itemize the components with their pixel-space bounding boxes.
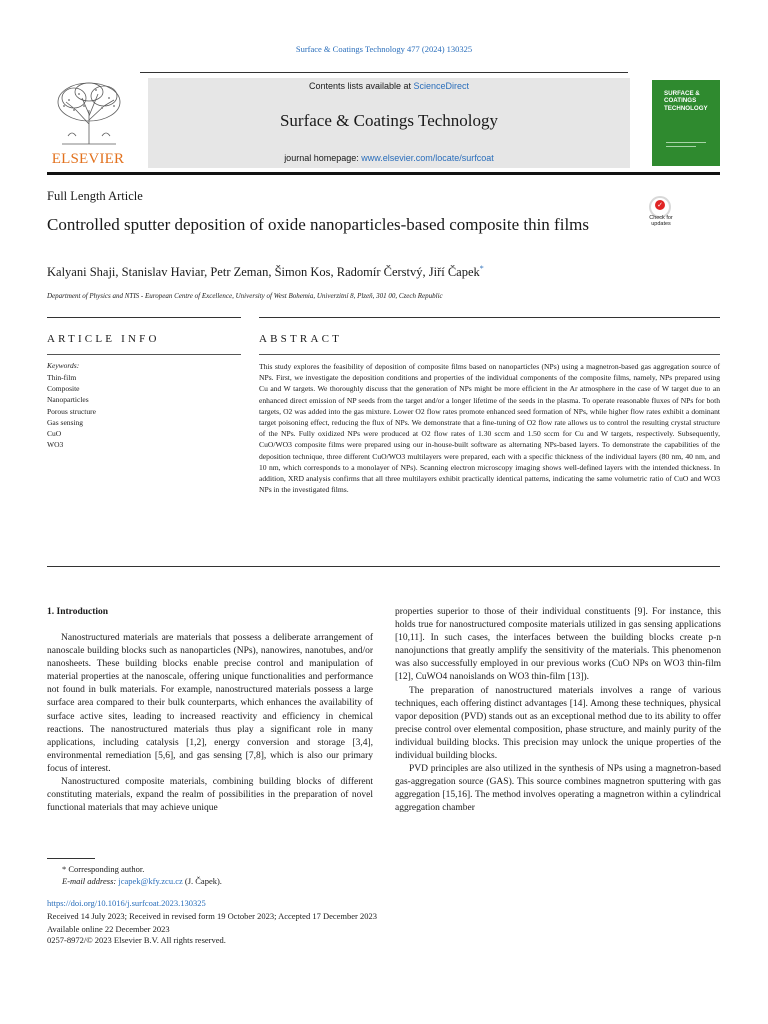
- abstract-text: This study explores the feasibility of deposition of composite films based on nanoparticles (NPs) using a magnetron-based gas aggregation source of NPs. First, we investigate the deposition conditions and properties of the individual components of the composite films, namely, NPs prepared using Cu and W targets. We thoroughly discuss that the generation of NPs might be more efficient in the Ar atmosphere in the case of W target due to an enhanced direct emission of NP seeds from the target and/or a longer lifetime of the seeds in the plasma. To operate reasonable fluxes of NPs for both targets, O2 was added into the gas mixture. Lower O2 flow rates promote enhanced seed formation of NPs, while higher flow rates exhibit a dominant target poisoning effect, reducing the flux of NPs. We demonstrate that a fine-tuning of O2 flow rate allows us to control the resulting crystal structure of the NPs. Fully oxidized NPs were produced at O2 flow rates of 1.30 sccm and 1.50 sccm for Cu and W targets, respectively. Subsequently, CuO/WO3 composite films were prepared using our in-house-built software as alternating NPs-based layers. To demonstrate the capabilities of the deposition technique, three different CuO/WO3 multilayers were prepared, each with a specific thickness of the individual layers (80 nm, 40 nm, and 10 nm, which corresponds to a monolayer of NPs). Scanning electron microscopy imaging shows well-defined layers with the intended thickness. In addition, XRD analysis confirms that all three multilayers exhibit practically identical patterns, indicating the same volumetric ratio of CuO and WO3 NPs in the investigated films.: [259, 362, 720, 495]
- cover-title-line-3: TECHNOLOGY: [664, 104, 708, 112]
- paragraph: PVD principles are also utilized in the synthesis of NPs using a magnetron-based gas-aggregation source (GAS). This source combines magnetron sputtering with gas aggregation [15,16]. The method involves operating a magnetron within a cylindrical aggregation chamber: [395, 764, 721, 814]
- article-info-heading: ARTICLE INFO: [47, 333, 160, 345]
- abstract-rule: [259, 317, 720, 318]
- abstract-bottom-rule: [47, 566, 720, 567]
- affiliation: Department of Physics and NTIS - European Centre of Excellence, University of West Bohemia, Univerzitní 8, Plzeň, 301 00, Czech Republic: [47, 292, 443, 300]
- elsevier-tree-icon: [54, 80, 124, 146]
- contents-line: [148, 81, 630, 91]
- article-info-rule: [47, 317, 241, 318]
- authors-names: Kalyani Shaji, Stanislav Haviar, Petr Zeman, Šimon Kos, Radomír Čerstvý, Jiří Čapek: [47, 265, 480, 280]
- header-top-rule: [140, 72, 628, 73]
- keyword: CuO: [47, 429, 62, 439]
- checkmark-icon: ✓: [655, 200, 665, 210]
- check-updates-line-2: updates: [651, 221, 671, 227]
- keyword: Composite: [47, 384, 80, 394]
- keyword: Thin-film: [47, 373, 77, 382]
- footnote-rule: [47, 858, 95, 859]
- cover-title-line-1: SURFACE &: [664, 90, 700, 97]
- keywords-list: [47, 372, 96, 450]
- corresponding-author-link[interactable]: *: [479, 264, 484, 273]
- journal-cover[interactable]: [652, 80, 720, 166]
- paragraph: properties superior to those of their individual constituents [9]. For instance, this holds true for nanostructured composite materials utilized in gas sensing applications [10,11]. In such cases, the interfaces between the building blocks create p-n nanojunctions that greatly amplify the sensitivity of the materials. This phenomenon was also successfully employed in our previous works (CuO NPs on WO3 thin-film [12], CuWO4 nanoislands on WO3 thin-film [13]).: [395, 607, 721, 683]
- corresponding-footnote: [62, 864, 144, 874]
- email-link[interactable]: jcapek@kfy.zcu.cz: [118, 876, 183, 886]
- doi-link[interactable]: https://doi.org/10.1016/j.surfcoat.2023.130325: [47, 898, 206, 908]
- email-suffix: (J. Čapek).: [184, 876, 222, 886]
- footnote-mark: *: [62, 864, 67, 874]
- journal-title: Surface & Coatings Technology: [279, 111, 499, 130]
- paragraph: Nanostructured composite materials, combining building blocks of different constituting materials, expand the realm of possibilities in the preparation of novel functional materials that may achieve unique: [47, 777, 373, 814]
- journal-citation[interactable]: Surface & Coatings Technology 477 (2024) 130325: [295, 44, 473, 54]
- paragraph: The preparation of nanostructured materials involves a range of various techniques, each offering distinct advantages [14]. Among these techniques, physical vapor deposition (PVD) stands out as an exceptional method due to its ability to offer precise control over elemental composition, phase structure, and mainly purity of the individual building blocks. This precision may unlock the unique properties of the individual building blocks.: [395, 685, 721, 762]
- email-label: E-mail address:: [62, 876, 117, 886]
- homepage-line: [148, 153, 630, 163]
- article-info-subrule: [47, 354, 241, 355]
- header-bottom-rule: [47, 172, 720, 175]
- body-column-left: [47, 632, 373, 815]
- abstract-subrule: [259, 354, 720, 355]
- keyword: Gas sensing: [47, 417, 84, 427]
- available-online-date: Available online 22 December 2023: [47, 924, 170, 934]
- keyword: Nanoparticles: [47, 395, 89, 405]
- elsevier-logo: [46, 80, 130, 168]
- elsevier-wordmark: ELSEVIER: [51, 151, 125, 167]
- email-footnote: [62, 876, 222, 886]
- paper-title: Controlled sputter deposition of oxide nanoparticles-based composite thin films: [47, 215, 590, 234]
- abstract-heading: ABSTRACT: [259, 333, 343, 345]
- cover-decoration: [666, 142, 706, 143]
- corresponding-label: Corresponding author.: [68, 864, 145, 874]
- sciencedirect-link[interactable]: ScienceDirect: [413, 81, 470, 91]
- copyright-line: 0257-8972/© 2023 Elsevier B.V. All rights reserved.: [47, 935, 226, 945]
- check-for-updates-badge[interactable]: [646, 196, 676, 232]
- cover-decoration: [666, 146, 696, 147]
- cover-title-line-2: COATINGS: [664, 97, 697, 105]
- section-heading-introduction: 1. Introduction: [47, 607, 109, 617]
- check-updates-label: [646, 215, 676, 227]
- author-list: [47, 264, 484, 280]
- homepage-prefix: journal homepage:: [284, 153, 362, 163]
- contents-prefix: Contents lists available at: [308, 81, 414, 91]
- paragraph: Nanostructured materials are materials that possess a deliberate arrangement of nanoscale building blocks such as nanoparticles (NPs), nanowires, nanotubes, and/or nanosheets. These building blocks enable precise control and manipulation of material properties at the nanoscale, offering unique functionalities and performance not found in bulk materials. For example, nanostructured materials possess a large surface area compared to their bulk counterparts, which enhances the availability of surface active sites, leading to increased reactivity and efficiency in chemical reactions. The nanostructured materials thus play a significant role in many applications, including catalysis [1,2], energy conversion and storage [3,4], environmental remediation [5,6], and gas sensing [7,8], which is also our primary focus of interest.: [47, 633, 373, 774]
- article-type: Full Length Article: [47, 189, 143, 203]
- journal-header-panel: [148, 78, 630, 168]
- keyword: WO3: [47, 440, 64, 450]
- received-dates: Received 14 July 2023; Received in revised form 19 October 2023; Accepted 17 December 2023: [47, 911, 377, 921]
- keyword: Porous structure: [47, 406, 96, 416]
- body-column-right: [395, 606, 721, 816]
- check-updates-line-1: Check for: [649, 215, 673, 221]
- journal-homepage-link[interactable]: www.elsevier.com/locate/surfcoat: [361, 153, 494, 163]
- cover-title: [664, 90, 708, 112]
- keywords-label: Keywords:: [47, 361, 80, 370]
